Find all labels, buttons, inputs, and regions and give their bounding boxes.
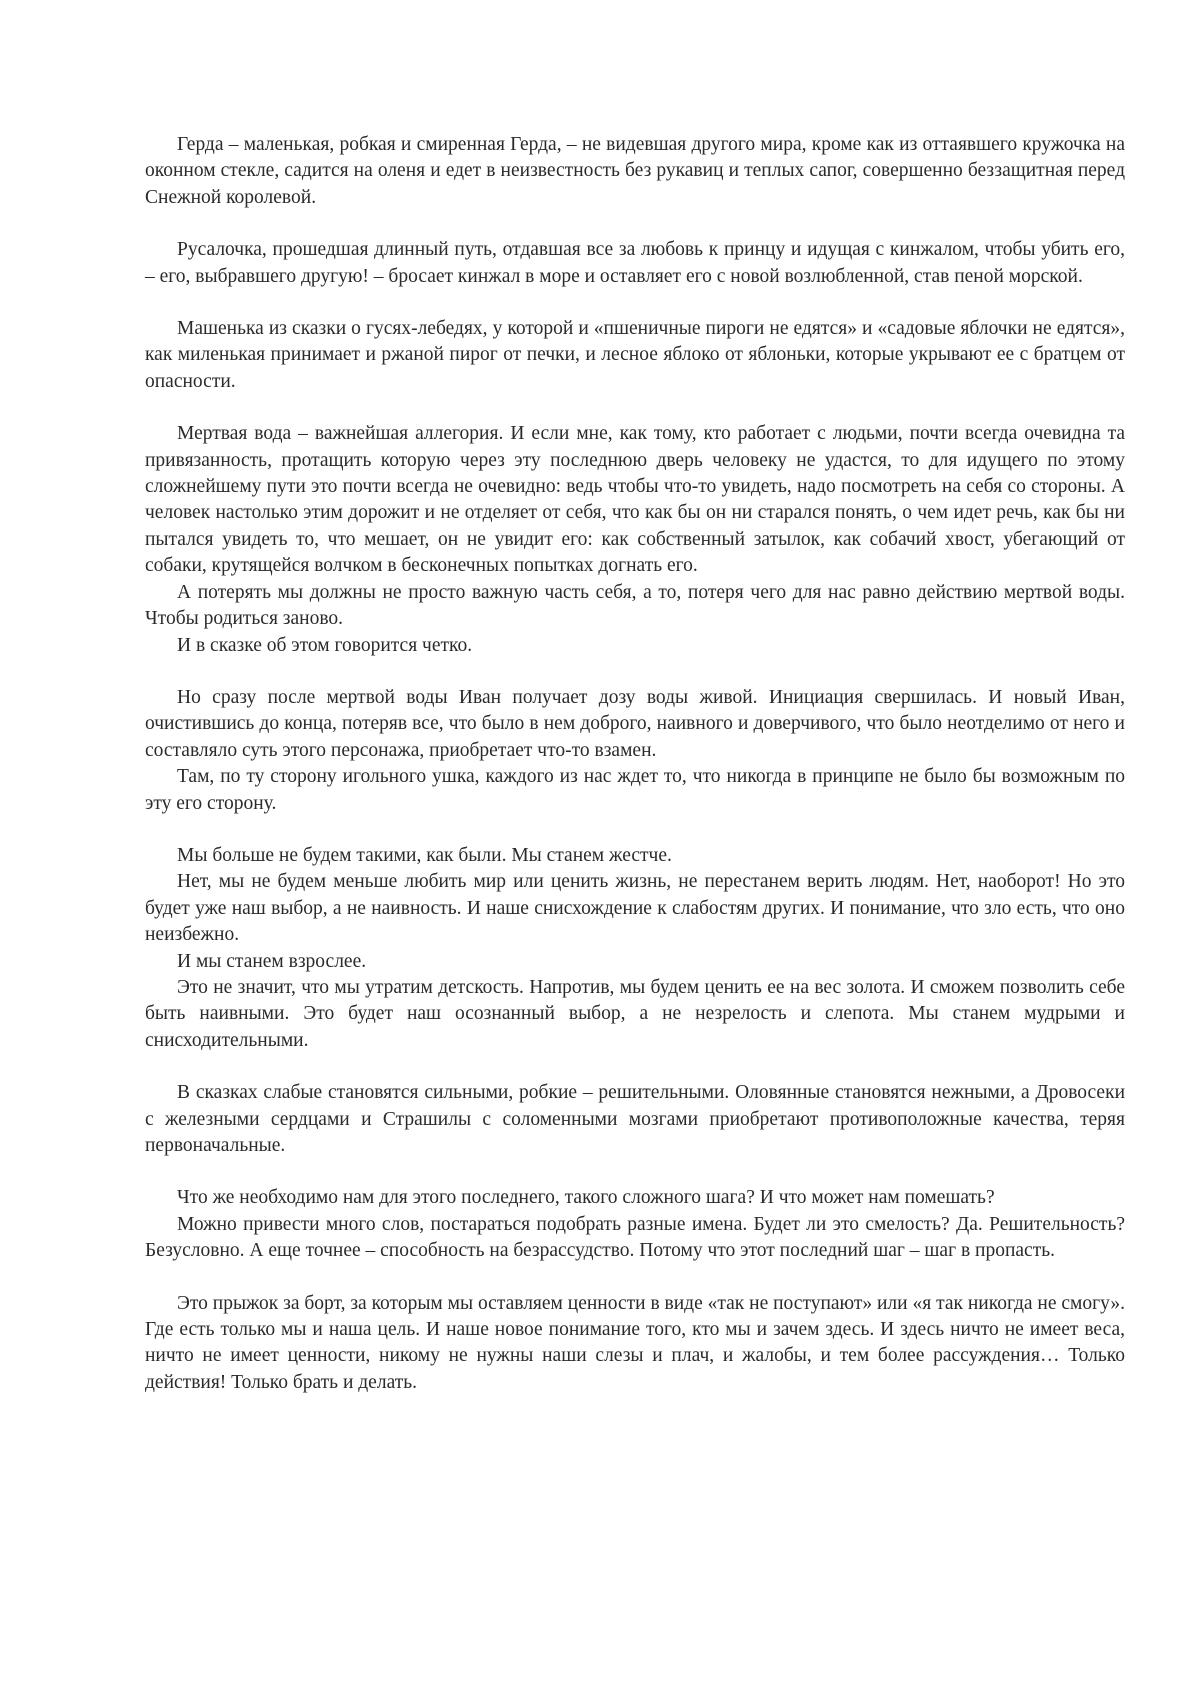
- paragraph-gerda: Герда – маленькая, робкая и смиренная Герда, – не видевшая другого мира, кроме как из оттаявшего кружочка на оконном стекле, садится на оленя и едет в неизвестность без рукавиц и теплых сапог, совершенно беззащитная перед Снежной королевой.: [145, 134, 1125, 208]
- paragraph-jump: Это прыжок за борт, за которым мы оставляем ценности в виде «так не поступают» или «я так никогда не смогу». Где есть только мы и наша цель. И наше новое понимание того, кто мы и зачем здесь. И здесь ничто не имеет веса, ничто не имеет ценности, никому не нужны наши слезы и плач, и жалобы, и тем более рассуждения… Только действия! Только брать и делать.: [145, 1292, 1125, 1393]
- paragraph-harder: Мы больше не будем такими, как были. Мы станем жестче.: [177, 844, 672, 866]
- document-page: [145, 132, 1125, 1396]
- paragraph-dead-water: Мертвая вода – важнейшая аллегория. И если мне, как тому, кто работает с людьми, почти всегда очевидна та привязанность, протащить которую через эту последнюю дверь человеку не удастся, то для идущего по этому сложнейшему пути это почти всегда не очевидно: ведь чтобы что-то увидеть, надо посмотреть на себя со стороны. А человек настолько этим дорожит и не отделяет от себя, что как бы он ни старался понять, о чем идет речь, как бы ни пытался увидеть то, что мешает, он не увидит его: как собственный затылок, как собачий хвост, убегающий от собаки, крутящейся волчком в бесконечных попытках догнать его.: [145, 423, 1125, 577]
- paragraph-last-step: Что же необходимо нам для этого последнего, такого сложного шага? И что может нам помешать?: [177, 1187, 995, 1209]
- paragraph-living-water: Но сразу после мертвой воды Иван получает дозу воды живой. Инициация свершилась. И новый Иван, очистившись до конца, потеряв все, что было в нем доброго, наивного и доверчивого, что было неотделимо от него и составляло суть этого персонажа, приобретает что-то взамен.: [145, 686, 1125, 761]
- paragraph-mashenka: Машенька из сказки о гусях-лебедях, у которой и «пшеничные пироги не едятся» и «садовые яблочки не едятся», как миленькая принимает и ржаной пирог от печки, и лесное яблоко от яблоньки, которые укрывают ее с братцем от опасности.: [145, 318, 1125, 392]
- paragraph-older: И мы станем взрослее.: [177, 950, 367, 972]
- paragraph-lose-part: А потерять мы должны не просто важную часть себя, а то, потеря чего для нас равно действию мертвой воды. Чтобы родиться заново.: [145, 581, 1125, 630]
- paragraph-rusalochka: Русалочка, прошедшая длинный путь, отдавшая все за любовь к принцу и идущая с кинжалом, чтобы убить его, – его, выбравшего другую! – бросает кинжал в море и оставляет его с новой возлюбленной, став пеной морской.: [145, 239, 1125, 287]
- paragraph-courage: Можно привести много слов, постараться подобрать разные имена. Будет ли это смелость? Да. Решительность? Безусловно. А еще точнее – способность на безрассудство. Потому что этот последний шаг – шаг в пропасть.: [145, 1213, 1125, 1262]
- paragraph-childhood: Это не значит, что мы утратим детскость. Напротив, мы будем ценить ее на вес золота. И сможем позволить себе быть наивными. Это будет наш осознанный выбор, а не незрелость и слепота. Мы станем мудрыми и снисходительными.: [145, 976, 1125, 1051]
- paragraph-fairy-tale: И в сказке об этом говорится четко.: [177, 634, 473, 656]
- paragraph-needle-eye: Там, по ту сторону игольного ушка, каждого из нас ждет то, что никогда в принципе не было бы возможным по эту его сторону.: [145, 766, 1125, 814]
- paragraph-choice: Нет, мы не будем меньше любить мир или ценить жизнь, не перестанем верить людям. Нет, наоборот! Но это будет уже наш выбор, а не наивность. И наше снисхождение к слабостям других. И понимание, что зло есть, что оно неизбежно.: [145, 871, 1125, 946]
- paragraph-weak-strong: В сказках слабые становятся сильными, робкие – решительными. Оловянные становятся нежными, а Дровосеки с железными сердцами и Страшилы с соломенными мозгами приобретают противоположные качества, теряя первоначальные.: [145, 1082, 1125, 1156]
